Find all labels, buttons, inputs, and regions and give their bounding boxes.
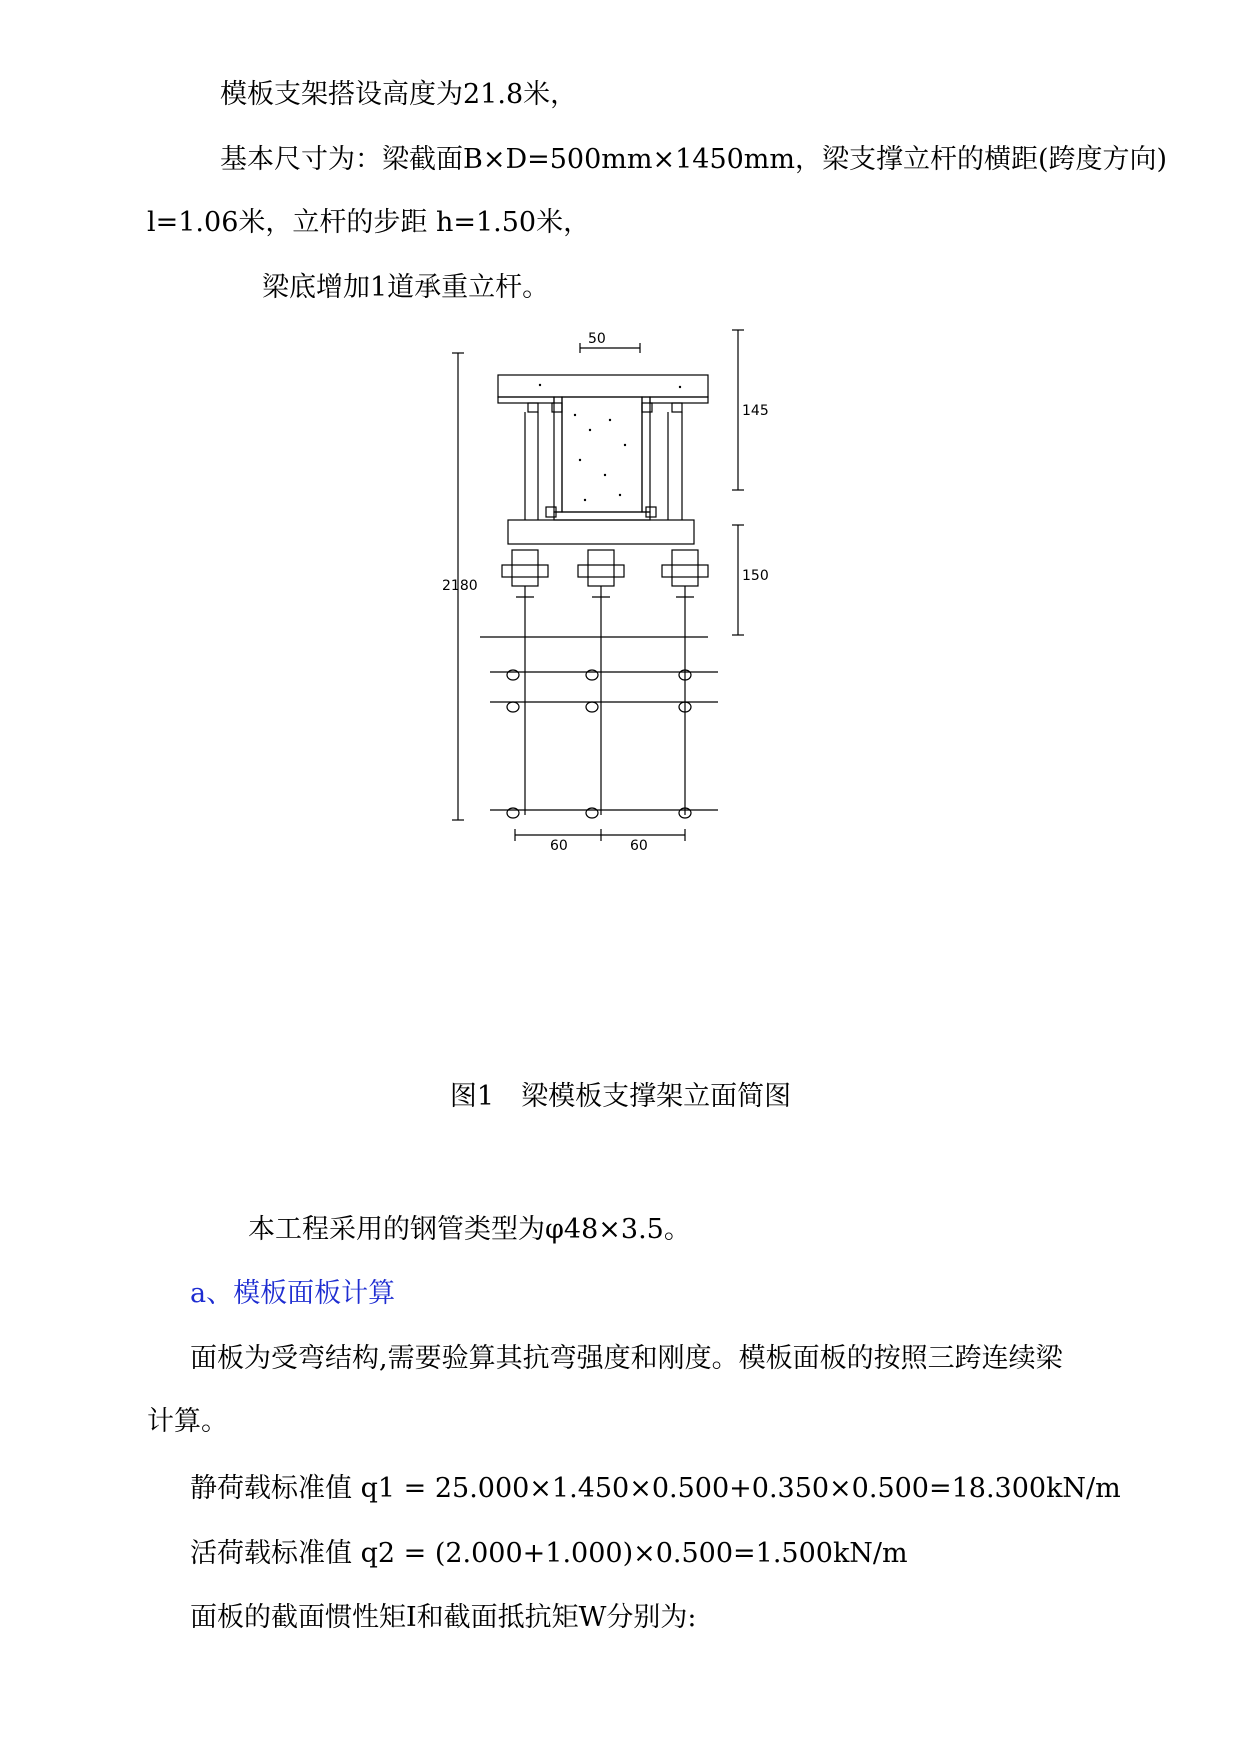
dim-spacing-left: 60 (550, 838, 568, 854)
dim-spacing-right: 60 (630, 838, 648, 854)
dim-step: 150 (742, 568, 769, 584)
dim-beam-depth: 145 (742, 403, 769, 419)
section-a-heading: a、模板面板计算 (190, 1278, 396, 1309)
slab-form-right (650, 397, 708, 403)
paragraph-height: 模板支架搭设高度为21.8米， (220, 79, 578, 110)
dim-total-height: 2180 (442, 578, 478, 594)
beam-form-right (642, 397, 650, 512)
transverse-beam (508, 520, 694, 544)
beam-form-left (554, 397, 562, 512)
slab-form-left (498, 397, 554, 403)
slab (498, 375, 708, 397)
beam-form-bottom (554, 512, 650, 520)
dim-top: 50 (588, 331, 606, 347)
figure-caption: 图1 梁模板支撑架立面简图 (449, 1081, 792, 1112)
formwork-support-diagram (442, 331, 910, 915)
formula-q2: 活荷载标准值 q2 = (2.000+1.000)×0.500=1.500kN/m (190, 1538, 908, 1569)
beam-concrete (562, 397, 642, 512)
paragraph-extra-pole: 梁底增加1道承重立杆。 (262, 272, 550, 303)
section-a-paragraph-cont: 计算。 (147, 1406, 228, 1437)
pipe-type-text: 本工程采用的钢管类型为φ48×3.5。 (248, 1214, 691, 1245)
paragraph-dimensions: 基本尺寸为：梁截面B×D=500mm×1450mm，梁支撑立杆的横距(跨度方向) (220, 144, 1168, 175)
inertia-text: 面板的截面惯性矩I和截面抵抗矩W分别为: (190, 1602, 697, 1633)
paragraph-dimensions-cont: l=1.06米，立杆的步距 h=1.50米， (147, 207, 591, 238)
formula-q1: 静荷载标准值 q1 = 25.000×1.450×0.500+0.350×0.500=18.300kN/m (190, 1473, 1121, 1504)
section-a-paragraph: 面板为受弯结构,需要验算其抗弯强度和刚度。模板面板的按照三跨连续梁 (190, 1343, 1063, 1374)
